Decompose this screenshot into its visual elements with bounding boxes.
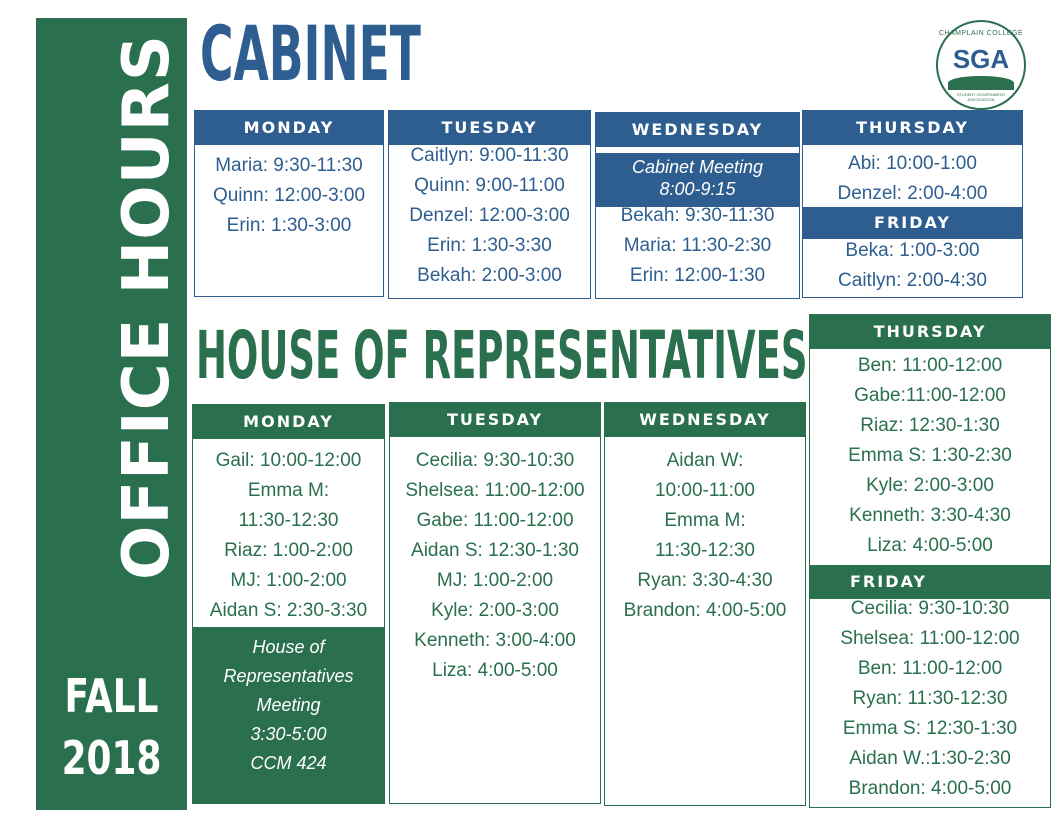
list-item: Kyle: 2:00-3:00 bbox=[431, 600, 559, 621]
house-thursday-friday-card bbox=[809, 314, 1051, 808]
list-item: Denzel: 12:00-3:00 bbox=[409, 205, 570, 226]
house-friday-entries bbox=[810, 594, 1050, 804]
list-item: Ben: 11:00-12:00 bbox=[857, 658, 1003, 679]
list-item: Bekah: 9:30-11:30 bbox=[620, 205, 775, 226]
cabinet-tuesday-header: TUESDAY bbox=[389, 111, 590, 145]
list-item: Aidan S: 12:30-1:30 bbox=[411, 540, 579, 561]
house-monday-entries bbox=[193, 446, 384, 626]
house-thursday-header: THURSDAY bbox=[810, 315, 1050, 349]
list-item: Erin: 1:30-3:00 bbox=[226, 215, 352, 236]
list-item: Emma S: 1:30-2:30 bbox=[848, 445, 1012, 466]
list-item: Ryan: 11:30-12:30 bbox=[852, 688, 1008, 709]
cabinet-friday-header: FRIDAY bbox=[803, 207, 1022, 239]
list-item: Cecilia: 9:30-10:30 bbox=[415, 450, 575, 471]
list-item: Aidan W: bbox=[666, 450, 744, 471]
list-item: 11:30-12:30 bbox=[238, 510, 339, 531]
list-item: Liza: 4:00-5:00 bbox=[432, 660, 558, 681]
list-item: Aidan S: 2:30-3:30 bbox=[209, 600, 368, 621]
list-item: Riaz: 12:30-1:30 bbox=[860, 415, 1000, 436]
logo-text: SGA bbox=[952, 44, 1010, 74]
cabinet-monday-entries bbox=[195, 151, 383, 241]
list-item: Denzel: 2:00-4:00 bbox=[837, 183, 988, 204]
list-item: Brandon: 4:00-5:00 bbox=[623, 600, 787, 621]
cabinet-monday-header: MONDAY bbox=[195, 111, 383, 145]
house-tuesday-header: TUESDAY bbox=[390, 403, 600, 437]
house-heading: HOUSE OF REPRESENTATIVES bbox=[196, 317, 808, 394]
meeting-location: CCM 424 bbox=[250, 753, 327, 773]
house-tuesday-entries bbox=[390, 446, 600, 686]
house-thursday-entries bbox=[810, 351, 1050, 561]
list-item: Cecilia: 9:30-10:30 bbox=[850, 598, 1010, 619]
cabinet-thursday-header: THURSDAY bbox=[803, 111, 1022, 145]
list-item: Beka: 1:00-3:00 bbox=[845, 240, 980, 261]
year-label: 2018 bbox=[61, 731, 162, 785]
cabinet-thursday-entries bbox=[803, 149, 1022, 209]
house-wednesday-header: WEDNESDAY bbox=[605, 403, 805, 437]
mountain-icon bbox=[948, 76, 1014, 90]
list-item: MJ: 1:00-2:00 bbox=[230, 570, 347, 591]
list-item: Riaz: 1:00-2:00 bbox=[224, 540, 353, 561]
sga-logo bbox=[936, 20, 1026, 110]
meeting-time: 8:00-9:15 bbox=[659, 179, 736, 199]
list-item: Kenneth: 3:30-4:30 bbox=[849, 505, 1011, 526]
list-item: Abi: 10:00-1:00 bbox=[848, 153, 977, 174]
list-item: Ryan: 3:30-4:30 bbox=[637, 570, 773, 591]
meeting-title: Cabinet Meeting bbox=[631, 157, 764, 177]
list-item: Emma M: bbox=[664, 510, 746, 531]
list-item: Gabe: 11:00-12:00 bbox=[416, 510, 574, 531]
house-monday-card bbox=[192, 404, 385, 804]
cabinet-wednesday-card bbox=[595, 112, 800, 299]
house-friday-header: FRIDAY bbox=[810, 565, 1050, 599]
list-item: Caitlyn: 9:00-11:30 bbox=[410, 145, 569, 166]
list-item: Gail: 10:00-12:00 bbox=[215, 450, 362, 471]
meeting-line: Meeting bbox=[256, 695, 321, 715]
list-item: Erin: 12:00-1:30 bbox=[629, 265, 766, 286]
list-item: Gabe:11:00-12:00 bbox=[854, 385, 1006, 406]
list-item: Maria: 11:30-2:30 bbox=[623, 235, 772, 256]
list-item: Caitlyn: 2:00-4:30 bbox=[838, 270, 987, 291]
meeting-time: 3:30-5:00 bbox=[250, 724, 327, 744]
list-item: Brandon: 4:00-5:00 bbox=[848, 778, 1012, 799]
list-item: Bekah: 2:00-3:00 bbox=[417, 265, 562, 286]
list-item: Emma M: bbox=[247, 480, 330, 501]
list-item: Maria: 9:30-11:30 bbox=[215, 155, 363, 176]
cabinet-heading: CABINET bbox=[200, 9, 421, 98]
house-meeting-band bbox=[193, 627, 384, 803]
list-item: Kenneth: 3:00-4:00 bbox=[414, 630, 576, 651]
logo-arc-text: CHAMPLAIN COLLEGE bbox=[938, 30, 1024, 37]
list-item: 10:00-11:00 bbox=[654, 480, 755, 501]
house-wednesday-card bbox=[604, 402, 806, 806]
house-wednesday-entries bbox=[605, 446, 805, 626]
house-tuesday-card bbox=[389, 402, 601, 804]
cabinet-friday-entries bbox=[803, 236, 1022, 296]
meeting-line: House of bbox=[252, 637, 325, 657]
list-item: Ben: 11:00-12:00 bbox=[857, 355, 1003, 376]
list-item: Quinn: 12:00-3:00 bbox=[212, 185, 366, 206]
cabinet-meeting-band bbox=[596, 153, 799, 207]
list-item: Erin: 1:30-3:30 bbox=[427, 235, 552, 256]
house-monday-header: MONDAY bbox=[193, 405, 384, 439]
list-item: Kyle: 2:00-3:00 bbox=[866, 475, 994, 496]
list-item: 11:30-12:30 bbox=[654, 540, 755, 561]
season-label: FALL bbox=[64, 669, 159, 723]
cabinet-thursday-friday-card bbox=[802, 110, 1023, 298]
logo-subtitle: STUDENT GOVERNMENT ASSOCIATION bbox=[956, 92, 1006, 102]
cabinet-monday-card bbox=[194, 110, 384, 297]
list-item: Shelsea: 11:00-12:00 bbox=[405, 480, 585, 501]
cabinet-tuesday-entries bbox=[389, 141, 590, 291]
cabinet-wednesday-entries bbox=[596, 201, 799, 291]
list-item: Shelsea: 11:00-12:00 bbox=[840, 628, 1020, 649]
cabinet-tuesday-card bbox=[388, 110, 591, 299]
list-item: Emma S: 12:30-1:30 bbox=[842, 718, 1018, 739]
cabinet-wednesday-header: WEDNESDAY bbox=[596, 113, 799, 147]
list-item: MJ: 1:00-2:00 bbox=[436, 570, 554, 591]
meeting-line: Representatives bbox=[223, 666, 354, 686]
office-hours-title: OFFICE HOURS bbox=[110, 34, 184, 580]
list-item: Aidan W.:1:30-2:30 bbox=[849, 748, 1011, 769]
list-item: Liza: 4:00-5:00 bbox=[867, 535, 993, 556]
list-item: Quinn: 9:00-11:00 bbox=[414, 175, 565, 196]
